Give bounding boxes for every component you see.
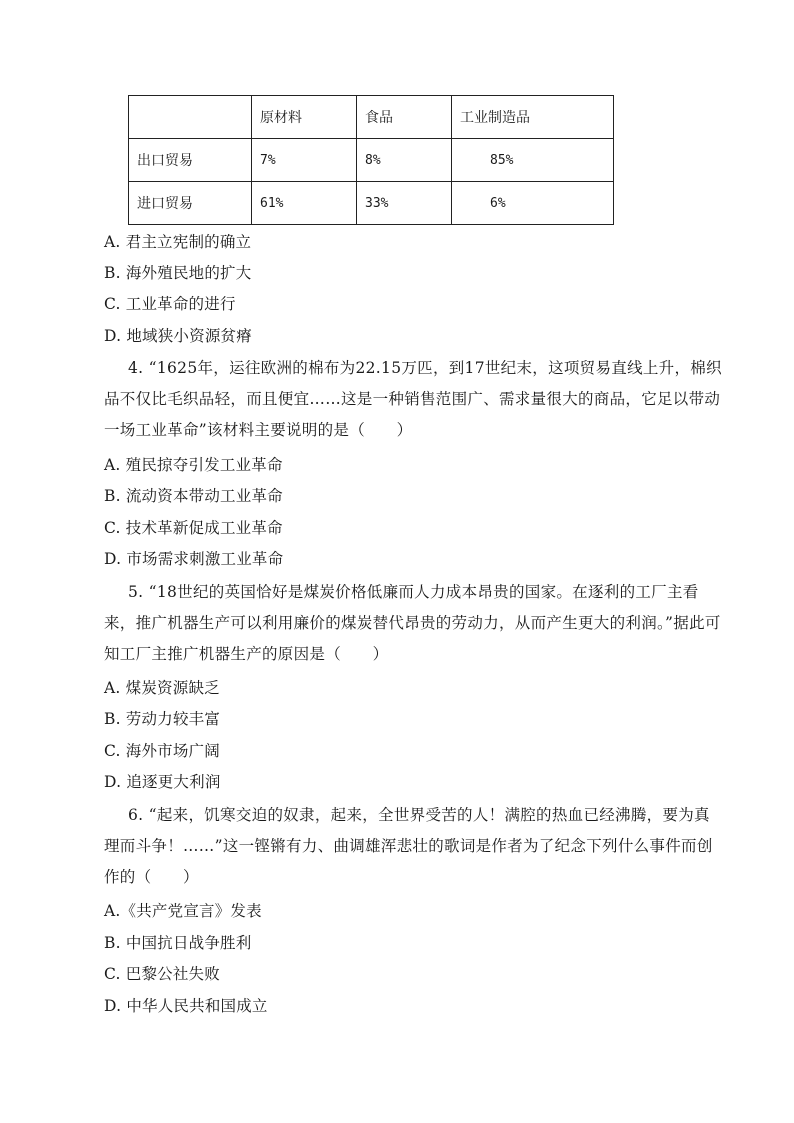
trade-table [128,95,614,225]
q3-option-b: B. 海外殖民地的扩大 [104,264,252,282]
q5-option-d: D. 追逐更大利润 [104,773,221,791]
q3-option-c: C. 工业革命的进行 [104,295,236,313]
table-cell: 出口贸易 [129,139,252,182]
q6-option-c: C. 巴黎公社失败 [104,965,220,983]
q5-stem: 5. “18世纪的英国恰好是煤炭价格低廉而人力成本昂贵的国家。在逐利的工厂主看来，推广机器生产可以利用廉价的煤炭替代昂贵的劳动力，从而产生更大的利润。”据此可知工厂主推广机器生产的原因是（ ） [104,583,721,663]
table-cell: 33% [357,182,452,225]
table-cell: 61% [252,182,357,225]
table-header-cell: 原材料 [252,96,357,139]
q4-option-a: A. 殖民掠夺引发工业革命 [104,456,283,474]
table-header-row [129,96,614,139]
q4-option-b: B. 流动资本带动工业革命 [104,487,283,505]
q6-option-a: A.《共产党宣言》发表 [104,902,262,920]
q6-option-b: B. 中国抗日战争胜利 [104,934,252,952]
table-cell: 6% [452,182,614,225]
table-cell: 85% [452,139,614,182]
table-header-cell [129,96,252,139]
q5-option-c: C. 海外市场广阔 [104,742,220,760]
q6-stem: 6. “起来，饥寒交迫的奴隶，起来，全世界受苦的人！满腔的热血已经沸腾，要为真理而斗争！……”这一铿锵有力、曲调雄浑悲壮的歌词是作者为了纪念下列什么事件而创作的（ ） [104,806,713,886]
table-header-cell: 工业制造品 [452,96,614,139]
table-row [129,182,614,225]
q4-option-d: D. 市场需求刺激工业革命 [104,550,284,568]
table-cell: 7% [252,139,357,182]
q5-option-a: A. 煤炭资源缺乏 [104,679,220,697]
table-cell: 进口贸易 [129,182,252,225]
q4-stem: 4. “1625年，运往欧洲的棉布为22.15万匹，到17世纪末，这项贸易直线上升，棉织品不仅比毛织品轻，而且便宜……这是一种销售范围广、需求量很大的商品，它足以带动一场工业革命”该材料主要说明的是（ ） [104,359,722,439]
table-cell: 8% [357,139,452,182]
q6-option-d: D. 中华人民共和国成立 [104,997,268,1015]
q3-option-d: D. 地域狭小资源贫瘠 [104,327,252,345]
q5-option-b: B. 劳动力较丰富 [104,710,221,728]
table-row [129,139,614,182]
table-header-cell: 食品 [357,96,452,139]
q3-option-a: A. 君主立宪制的确立 [104,233,252,251]
q4-option-c: C. 技术革新促成工业革命 [104,519,283,537]
